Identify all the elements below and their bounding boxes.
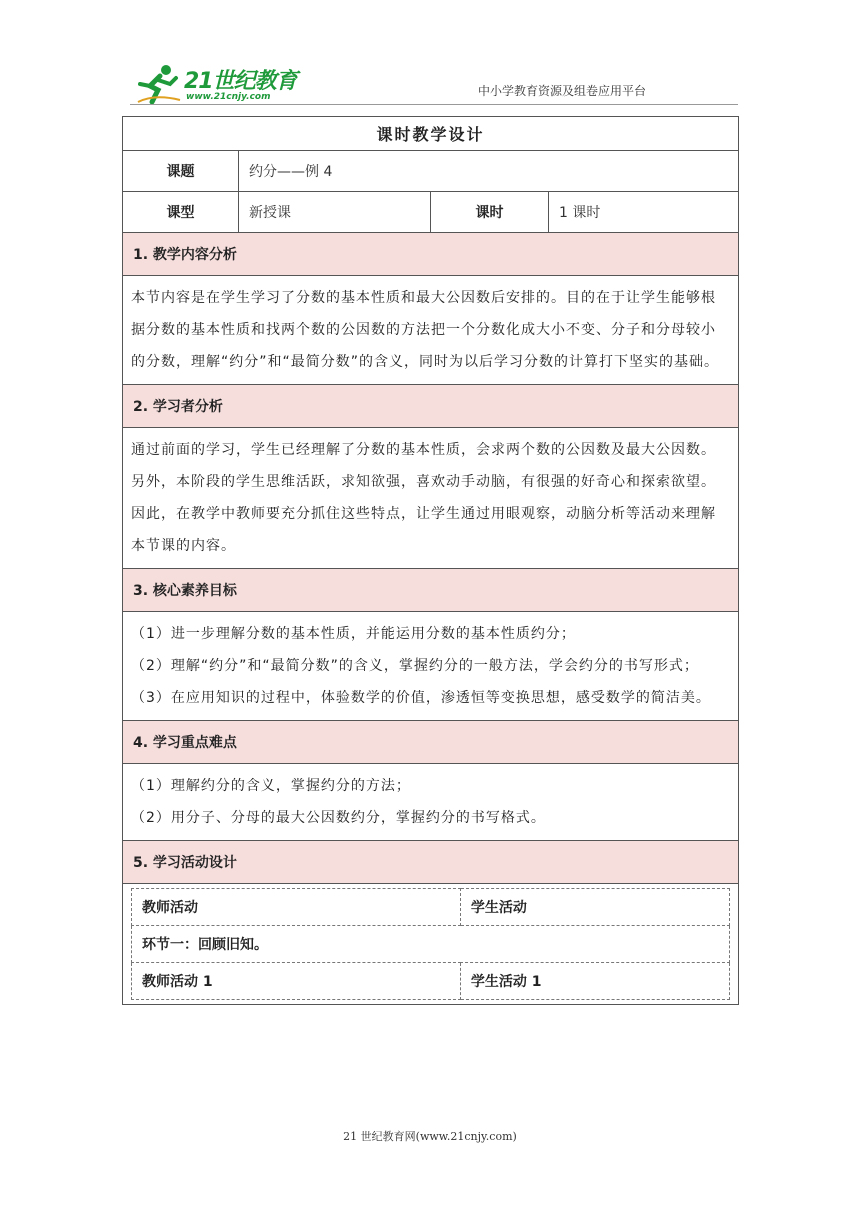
lesson-plan-table <box>122 116 739 1005</box>
section-text: 通过前面的学习，学生已经理解了分数的基本性质，会求两个数的公因数及最大公因数。另外，本阶段的学生思维活跃，求知欲强，喜欢动手动脑，有很强的好奇心和探索欲望。因此，在教学中教师要充分抓住这些特点，让学生通过用眼观察，动脑分析等活动来理解本节课的内容。 <box>123 428 739 569</box>
site-logo <box>136 62 306 106</box>
table-title: 课时教学设计 <box>123 117 739 151</box>
section-heading: 5. 学习活动设计 <box>123 841 739 884</box>
step-one-text: 环节一：回顾旧知。 <box>142 937 268 953</box>
list-item: （1）进一步理解分数的基本性质，并能运用分数的基本性质约分； <box>131 626 576 642</box>
section-text: 本节内容是在学生学习了分数的基本性质和最大公因数后安排的。目的在于让学生能够根据分数的基本性质和找两个数的公因数的方法把一个分数化成大小不变、分子和分母较小的分数，理解“约分”和“最简分数”的含义，同时为以后学习分数的计算打下坚实的基础。 <box>123 276 739 385</box>
runner-logo-icon <box>136 62 182 106</box>
activity-table <box>131 888 730 1000</box>
section-heading: 2. 学习者分析 <box>123 385 739 428</box>
list-item: （3）在应用知识的过程中，体验数学的价值，渗透恒等变换思想，感受数学的简洁美。 <box>131 690 711 706</box>
section-heading: 4. 学习重点难点 <box>123 721 739 764</box>
lesson-type-label: 课型 <box>123 192 239 233</box>
page-header <box>130 58 738 108</box>
list-item: （2）理解“约分”和“最简分数”的含义，掌握约分的一般方法，学会约分的书写形式； <box>131 658 699 674</box>
list-item: （2）用分子、分母的最大公因数约分，掌握约分的书写格式。 <box>131 810 546 826</box>
logo-text: 21世纪教育 <box>184 69 297 94</box>
activity-design <box>123 884 739 1005</box>
section-list <box>123 764 739 841</box>
section-list <box>123 612 739 721</box>
step-one-row <box>132 926 730 963</box>
student-activity-header: 学生活动 <box>460 889 729 926</box>
lesson-type-value: 新授课 <box>239 192 431 233</box>
section-heading: 3. 核心素养目标 <box>123 569 739 612</box>
topic-value: 约分——例 4 <box>239 151 739 192</box>
page-footer: 21 世纪教育网(www.21cnjy.com) <box>343 1130 517 1143</box>
header-divider <box>130 104 738 105</box>
platform-slogan: 中小学教育资源及组卷应用平台 <box>477 84 646 98</box>
section-heading: 1. 教学内容分析 <box>123 233 739 276</box>
list-item: （1）理解约分的含义，掌握约分的方法； <box>131 778 411 794</box>
teacher-activity-1: 教师活动 1 <box>132 963 461 1000</box>
hours-value: 1 课时 <box>549 192 739 233</box>
hours-label: 课时 <box>431 192 549 233</box>
teacher-activity-header: 教师活动 <box>132 889 461 926</box>
topic-label: 课题 <box>123 151 239 192</box>
logo-url: www.21cnjy.com <box>186 92 271 102</box>
student-activity-1: 学生活动 1 <box>460 963 729 1000</box>
